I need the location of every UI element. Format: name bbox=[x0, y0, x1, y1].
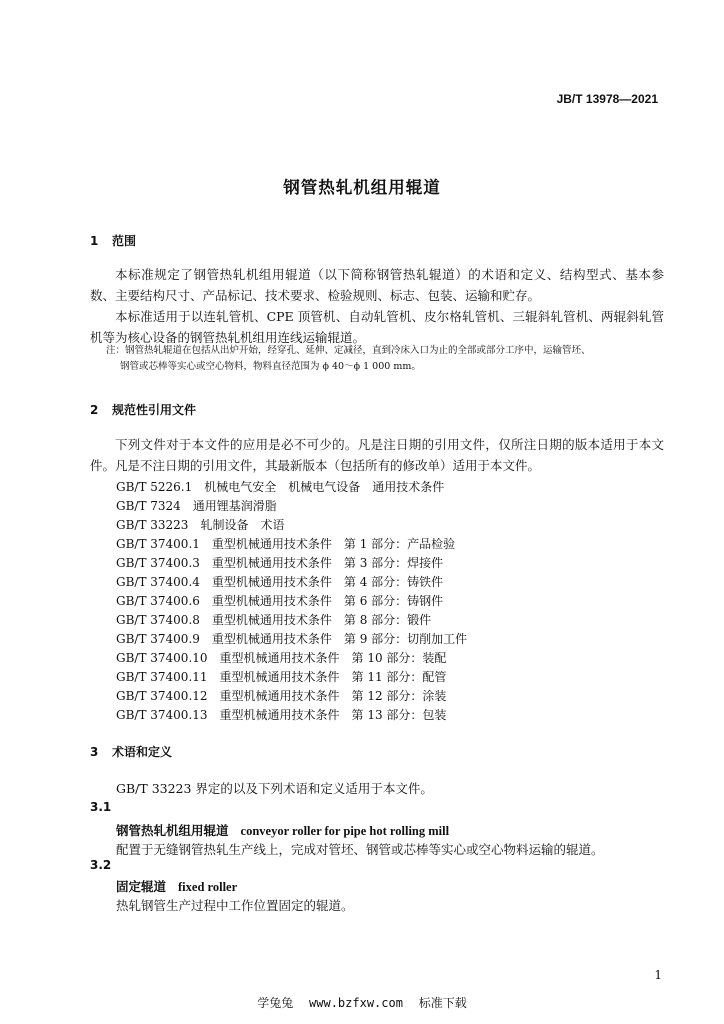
reference-item: GB/T 37400.6 重型机械通用技术条件 第 6 部分：铸钢件 bbox=[116, 594, 444, 608]
reference-item: GB/T 37400.10 重型机械通用技术条件 第 10 部分：装配 bbox=[116, 651, 447, 665]
term-number: 3.1 bbox=[90, 800, 112, 814]
section-title: 范围 bbox=[112, 234, 137, 248]
scope-paragraph-1: 本标准规定了钢管热轧机组用辊道（以下简称钢管热轧辊道）的术语和定义、结构型式、基本参数、主要结构尺寸、产品标记、技术要求、检验规则、标志、包装、运输和贮存。 bbox=[90, 267, 664, 303]
reference-item: GB/T 37400.3 重型机械通用技术条件 第 3 部分：焊接件 bbox=[116, 556, 444, 570]
reference-item: GB/T 37400.1 重型机械通用技术条件 第 1 部分：产品检验 bbox=[116, 537, 456, 551]
scope-paragraph-2: 本标准适用于以连轧管机、CPE 顶管机、自动轧管机、皮尔格轧管机、三辊斜轧管机、两辊斜轧管机等为核心设备的钢管热轧机组用连线运输辊道。 bbox=[90, 309, 664, 345]
section-2-heading bbox=[90, 401, 196, 418]
reference-item: GB/T 7324 通用锂基润滑脂 bbox=[116, 499, 277, 513]
reference-item: GB/T 37400.4 重型机械通用技术条件 第 4 部分：铸铁件 bbox=[116, 575, 444, 589]
term-number: 3.2 bbox=[90, 858, 112, 872]
term-english: conveyor roller for pipe hot rolling mill bbox=[240, 824, 450, 838]
terms-intro: GB/T 33223 界定的以及下列术语和定义适用于本文件。 bbox=[116, 781, 433, 796]
term-definition: 热轧钢管生产过程中工作位置固定的辊道。 bbox=[116, 898, 354, 913]
section-3-heading bbox=[90, 743, 172, 760]
footer-url[interactable]: www.bzfxw.com bbox=[309, 996, 403, 1010]
watermark-footer bbox=[0, 994, 724, 1011]
term-heading bbox=[116, 821, 449, 839]
reference-item: GB/T 5226.1 机械电气安全 机械电气设备 通用技术条件 bbox=[116, 480, 445, 494]
term-chinese: 固定辊道 bbox=[116, 879, 167, 894]
section-number: 2 bbox=[90, 403, 99, 417]
term-heading bbox=[116, 877, 237, 895]
section-title: 术语和定义 bbox=[112, 745, 173, 759]
reference-item: GB/T 33223 轧制设备 术语 bbox=[116, 518, 285, 532]
standard-code: JB/T 13978—2021 bbox=[556, 92, 658, 106]
section-number: 3 bbox=[90, 745, 99, 759]
term-definition: 配置于无缝钢管热轧生产线上，完成对管坯、钢管或芯棒等实心或空心物料运输的辊道。 bbox=[116, 842, 604, 857]
term-english: fixed roller bbox=[178, 880, 238, 894]
reference-item: GB/T 37400.11 重型机械通用技术条件 第 11 部分：配管 bbox=[116, 670, 447, 684]
section-1-heading bbox=[90, 232, 136, 249]
scope-note bbox=[106, 343, 668, 375]
note-line-2: 钢管或芯棒等实心或空心物料，物料直径范围为 ϕ 40～ϕ 1 000 mm。 bbox=[120, 361, 421, 372]
note-line-1: 注：钢管热轧辊道在包括从出炉开始，经穿孔、延伸、定减径，直到冷床入口为止的全部或部分工序中，运输管坯、 bbox=[106, 345, 591, 356]
page-number: 1 bbox=[654, 968, 662, 982]
reference-item: GB/T 37400.9 重型机械通用技术条件 第 9 部分：切削加工件 bbox=[116, 632, 468, 646]
term-chinese: 钢管热轧机组用辊道 bbox=[116, 823, 229, 838]
footer-site-name: 学兔兔 bbox=[257, 996, 294, 1010]
document-title: 钢管热轧机组用辊道 bbox=[283, 178, 441, 197]
footer-tagline: 标准下载 bbox=[418, 996, 467, 1010]
section-number: 1 bbox=[90, 234, 99, 248]
reference-item: GB/T 37400.12 重型机械通用技术条件 第 12 部分：涂装 bbox=[116, 689, 447, 703]
reference-item: GB/T 37400.13 重型机械通用技术条件 第 13 部分：包装 bbox=[116, 708, 447, 722]
references-intro: 下列文件对于本文件的应用是必不可少的。凡是注日期的引用文件，仅所注日期的版本适用于本文件。凡是不注日期的引用文件，其最新版本（包括所有的修改单）适用于本文件。 bbox=[90, 437, 664, 473]
reference-item: GB/T 37400.8 重型机械通用技术条件 第 8 部分：锻件 bbox=[116, 613, 432, 627]
section-title: 规范性引用文件 bbox=[112, 403, 197, 417]
